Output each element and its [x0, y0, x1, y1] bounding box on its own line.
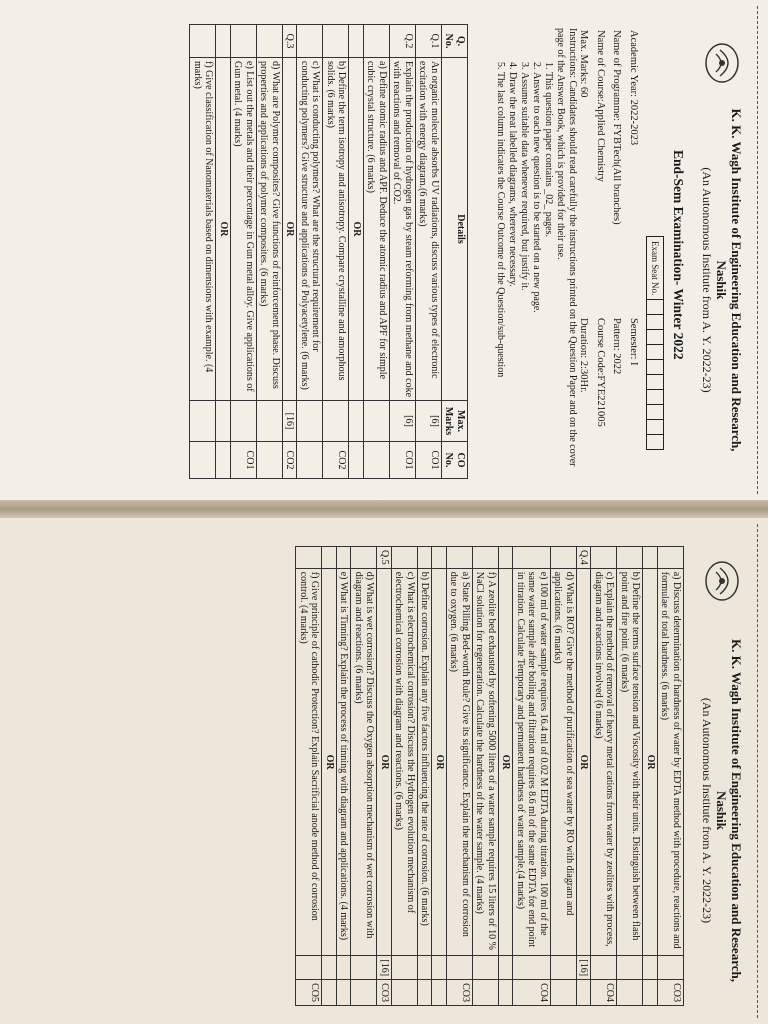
question-marks: [16]	[283, 401, 298, 442]
question-text: b) Define corrosion. Explain any five factors influencing the rate of corrosion. (6 marks)	[418, 568, 433, 956]
question-row	[323, 25, 349, 479]
question-marks	[257, 401, 283, 442]
question-marks	[323, 401, 349, 442]
course-outcome	[392, 980, 418, 1006]
pattern: Pattern: 2022	[611, 317, 623, 375]
course-outcome	[216, 442, 231, 479]
course-outcome: CO2	[323, 442, 349, 479]
course-name: Name of Course:Applied Chemistry	[595, 30, 606, 182]
course-outcome	[418, 980, 433, 1006]
question-text: a) Define atomic radius and APF. Deduce the atomic radius and APF for simple cubic crystal structure. (6 marks)	[364, 58, 390, 401]
seat-digit-box[interactable]	[646, 375, 664, 390]
course-outcome: CO3	[447, 980, 473, 1006]
question-marks: [16]	[577, 956, 592, 980]
question-number	[364, 25, 390, 58]
question-number	[297, 25, 323, 58]
seat-digit-box[interactable]	[646, 315, 664, 330]
programme: Name of Programme: FYBTech(All branches)	[611, 30, 623, 225]
course-outcome: CO2	[283, 442, 298, 479]
course-outcome: CO3	[658, 980, 684, 1006]
institute-header	[699, 90, 744, 470]
seat-digit-box[interactable]	[646, 390, 664, 405]
question-number	[190, 25, 216, 58]
question-number	[351, 547, 377, 569]
question-text: d) What is wet corrosion? Discuss the Oxygen absorption mechanism of wet corrosion with diagram and reactions. (6 marks)	[351, 568, 377, 956]
question-text: OR	[577, 568, 592, 956]
question-text: OR	[643, 568, 658, 956]
question-number	[473, 547, 499, 569]
question-row	[617, 547, 643, 1006]
question-text: f) A zeolite bed exhausted by softening 5000 liters of a water sample requires 15 liters of 10 % NaCl solution for regeneration. Calculate the hardness of the water sample. (4 marks)	[473, 568, 499, 956]
question-row	[351, 547, 377, 1006]
question-row	[432, 547, 447, 1006]
page-fold	[0, 500, 768, 518]
question-text: OR	[377, 568, 392, 956]
max-marks: Max. Marks: 60	[578, 30, 590, 98]
question-marks	[473, 956, 499, 980]
question-row	[216, 25, 231, 479]
question-number	[323, 25, 349, 58]
question-row	[337, 547, 352, 1006]
question-row	[296, 547, 322, 1006]
question-row	[392, 547, 418, 1006]
question-marks	[447, 956, 473, 980]
question-number	[231, 25, 257, 58]
seat-digit-box[interactable]	[646, 435, 664, 450]
instruction-item: 3. Assume suitable data whenever required, but justify it.	[518, 72, 530, 473]
question-marks	[392, 956, 418, 980]
course-outcome	[473, 980, 499, 1006]
question-marks: [6]	[416, 401, 442, 442]
question-row	[473, 547, 499, 1006]
course-outcome	[337, 980, 352, 1006]
question-row	[257, 25, 283, 479]
question-marks	[231, 401, 257, 442]
institute-logo-icon	[702, 40, 742, 86]
institute-header	[699, 613, 744, 1008]
course-outcome	[257, 442, 283, 479]
question-marks	[432, 956, 447, 980]
question-number	[447, 547, 473, 569]
question-row	[283, 25, 298, 479]
question-text: f) Give principle of cathodic Protection? Explain Sacrificial anode method of corrosion control. (4 marks)	[296, 568, 322, 956]
seat-digit-box[interactable]	[646, 300, 664, 315]
course-outcome	[643, 980, 658, 1006]
course-outcome	[351, 980, 377, 1006]
course-outcome: CO1	[390, 442, 416, 479]
question-text: d) What are Polymer composites? Give functions of reinforcement phase. Discuss properties and applications of polymer composites. (6 marks)	[257, 58, 283, 401]
question-number	[432, 547, 447, 569]
question-number	[551, 547, 577, 569]
course-outcome	[364, 442, 390, 479]
question-text: OR	[216, 58, 231, 401]
question-number	[349, 25, 364, 58]
question-row	[349, 25, 364, 479]
course-outcome	[577, 980, 592, 1006]
question-text: f) Give classification of Nanomaterials based on dimensions with example. (4 marks)	[190, 58, 216, 401]
course-outcome: CO4	[513, 980, 551, 1006]
question-marks	[364, 401, 390, 442]
question-number: Q.4	[577, 547, 592, 569]
question-text: OR	[322, 568, 337, 956]
question-marks	[643, 956, 658, 980]
question-text: Explain the production of hydrogen gas by steam reforming from methane and coke with reactions and removal of CO2.	[390, 58, 416, 401]
question-number: Q.3	[283, 25, 298, 58]
course-outcome: CO1	[231, 442, 257, 479]
institute-logo-icon	[702, 558, 742, 604]
seat-digit-box[interactable]	[646, 345, 664, 360]
question-text: b) Define the term isotropy and anisotropy. Compare crystalline and amorphous solids. (6 marks)	[323, 58, 349, 401]
seat-digit-box[interactable]	[646, 330, 664, 345]
question-row	[643, 547, 658, 1006]
q-no-header: Q. No.	[442, 25, 468, 58]
max-marks-header: Max. Marks	[442, 401, 468, 442]
question-row	[377, 547, 392, 1006]
question-text: OR	[432, 568, 447, 956]
exam-seat-box[interactable]	[646, 236, 664, 450]
question-text: c) Explain the method of removal of heavy metal cations from water by zeolites with process, diagram and reactions involved (6 marks)	[591, 568, 617, 956]
question-marks	[349, 401, 364, 442]
question-number	[337, 547, 352, 569]
instruction-item: 5. The last column indicates the Course Outcome of the Question/sub-question	[494, 72, 506, 473]
instructions-intro: Instructions: Candidates should read carefully the instructions printed on the Question Paper and on the cover page of the Answer Book, which is provided for their use.	[555, 28, 578, 467]
seat-digit-box[interactable]	[646, 420, 664, 435]
question-text: a) Discuss determination of hardness of water by EDTA method with procedure, reactions and formulae of total hardness. (6 marks)	[658, 568, 684, 956]
question-row	[418, 547, 433, 1006]
question-text: e) List out the metals and their percentage in Gun metal alloy. Give applications of Gun metal. (4 marks)	[231, 58, 257, 401]
seat-digit-box[interactable]	[646, 360, 664, 375]
question-number	[296, 547, 322, 569]
question-row	[513, 547, 551, 1006]
question-marks	[190, 401, 216, 442]
question-number	[643, 547, 658, 569]
question-number	[513, 547, 551, 569]
question-marks: [16]	[377, 956, 392, 980]
course-outcome	[322, 980, 337, 1006]
course-outcome: CO4	[591, 980, 617, 1006]
instructions-list	[494, 28, 554, 473]
question-marks	[499, 956, 514, 980]
course-outcome	[499, 980, 514, 1006]
course-outcome: CO3	[377, 980, 392, 1006]
question-number: Q.5	[377, 547, 392, 569]
question-table-left	[190, 24, 469, 479]
question-marks	[591, 956, 617, 980]
question-row	[297, 25, 323, 479]
question-number	[392, 547, 418, 569]
course-outcome	[617, 980, 643, 1006]
institute-autonomous: (An Autonomous Institute from A. Y. 2022-23)	[700, 697, 714, 924]
question-row	[591, 547, 617, 1006]
question-text: e) 100 ml of water sample requires 16.4 ml of 0.02 M EDTA during titration. 100 ml of the same water sample after boiling and filtration requires 8.6 ml of the same EDTA for end point in titration. Calculate Temporary and permanent hardness of water sample.(4 marks)	[513, 568, 551, 956]
course-outcome: CO1	[416, 442, 442, 479]
question-number: Q.1	[416, 25, 442, 58]
question-row	[447, 547, 473, 1006]
exam-seat-label: Exam Seat No.	[646, 236, 664, 300]
question-marks	[551, 956, 577, 980]
question-marks	[337, 956, 352, 980]
course-outcome: CO5	[296, 980, 322, 1006]
question-row	[322, 547, 337, 1006]
question-marks	[617, 956, 643, 980]
question-paper-page-2	[0, 518, 768, 1024]
institute-city: Nashik	[714, 790, 729, 831]
question-row	[364, 25, 390, 479]
question-number	[591, 547, 617, 569]
course-outcome	[432, 980, 447, 1006]
institute-name: K. K. Wagh Institute of Engineering Education and Research,	[729, 639, 744, 982]
exam-meta	[574, 28, 642, 468]
question-marks	[658, 956, 684, 980]
question-text: c) What is conducting polymers? What are the structural requirement for conducting polymers? Give structure and applications of Polyacetylene. (6 marks)	[297, 58, 323, 401]
question-marks: [6]	[390, 401, 416, 442]
course-code: Course Code:FYE221005	[595, 317, 606, 427]
question-row	[499, 547, 514, 1006]
instruction-item: 4. Draw the neat labelled diagrams, wherever necessary.	[506, 72, 518, 473]
question-marks	[216, 401, 231, 442]
question-text: An organic molecule absorbs UV radiations, discuss various types of electronic excitation with energy diagram.(6 marks)	[416, 58, 442, 401]
question-paper-page-1	[0, 0, 768, 500]
cut-line	[757, 524, 758, 1018]
question-marks	[296, 956, 322, 980]
question-text: a) State Pilling Bed-worth Rule? Give its significance. Explain the mechanism of corrosion due to oxygen. (6 marks)	[447, 568, 473, 956]
institute-autonomous: (An Autonomous Institute from A. Y. 2022-23)	[700, 167, 714, 393]
question-text: e) What is Tinning? Explain the process of tinning with diagram and applications. (4 marks)	[337, 568, 352, 956]
question-number	[418, 547, 433, 569]
details-header: Details	[442, 58, 468, 401]
question-number: Q.2	[390, 25, 416, 58]
question-row	[190, 25, 216, 479]
question-number	[499, 547, 514, 569]
co-no-header: CO No.	[442, 442, 468, 479]
question-text: OR	[349, 58, 364, 401]
question-text: b) Define the terms surface tension and Viscosity with their units. Distinguish between flash point and fire point. (6 marks)	[617, 568, 643, 956]
course-outcome	[349, 442, 364, 479]
question-row	[390, 25, 416, 479]
instruction-item: 2. Answer to each new question is to be started on a new page.	[530, 72, 542, 473]
question-marks	[322, 956, 337, 980]
question-text: c) What is electrochemical corrosion? Discuss the Hydrogen evolution mechanism of electrochemical corrosion with diagram and reactions. (6 marks)	[392, 568, 418, 956]
question-text: d) What is RO? Give the method of purification of sea water by RO with diagram and applications. (6 marks)	[551, 568, 577, 956]
duration: Duration: 2:30Hr.	[578, 317, 590, 393]
question-row	[551, 547, 577, 1006]
question-number	[257, 25, 283, 58]
question-number	[658, 547, 684, 569]
semester: Semester: I	[628, 317, 639, 366]
question-row	[231, 25, 257, 479]
instructions	[494, 28, 578, 473]
question-row	[658, 547, 684, 1006]
question-text: OR	[283, 58, 298, 401]
question-row	[577, 547, 592, 1006]
question-number	[322, 547, 337, 569]
seat-digit-box[interactable]	[646, 405, 664, 420]
course-outcome	[297, 442, 323, 479]
question-table-right	[296, 546, 685, 1006]
institute-city: Nashik	[714, 260, 729, 300]
institute-name: K. K. Wagh Institute of Engineering Education and Research,	[729, 108, 744, 452]
question-number	[617, 547, 643, 569]
course-outcome	[190, 442, 216, 479]
instruction-item: 1. This question paper contains _02_ pages.	[542, 72, 554, 473]
course-outcome	[551, 980, 577, 1006]
question-marks	[351, 956, 377, 980]
academic-year: Academic Year: 2022-2023	[628, 30, 639, 146]
exam-title: End-Sem Examination- Winter 2022	[671, 150, 686, 360]
question-number	[216, 25, 231, 58]
question-marks	[418, 956, 433, 980]
question-text: OR	[499, 568, 514, 956]
question-row	[416, 25, 442, 479]
question-marks	[297, 401, 323, 442]
cut-line	[757, 6, 758, 494]
question-marks	[513, 956, 551, 980]
